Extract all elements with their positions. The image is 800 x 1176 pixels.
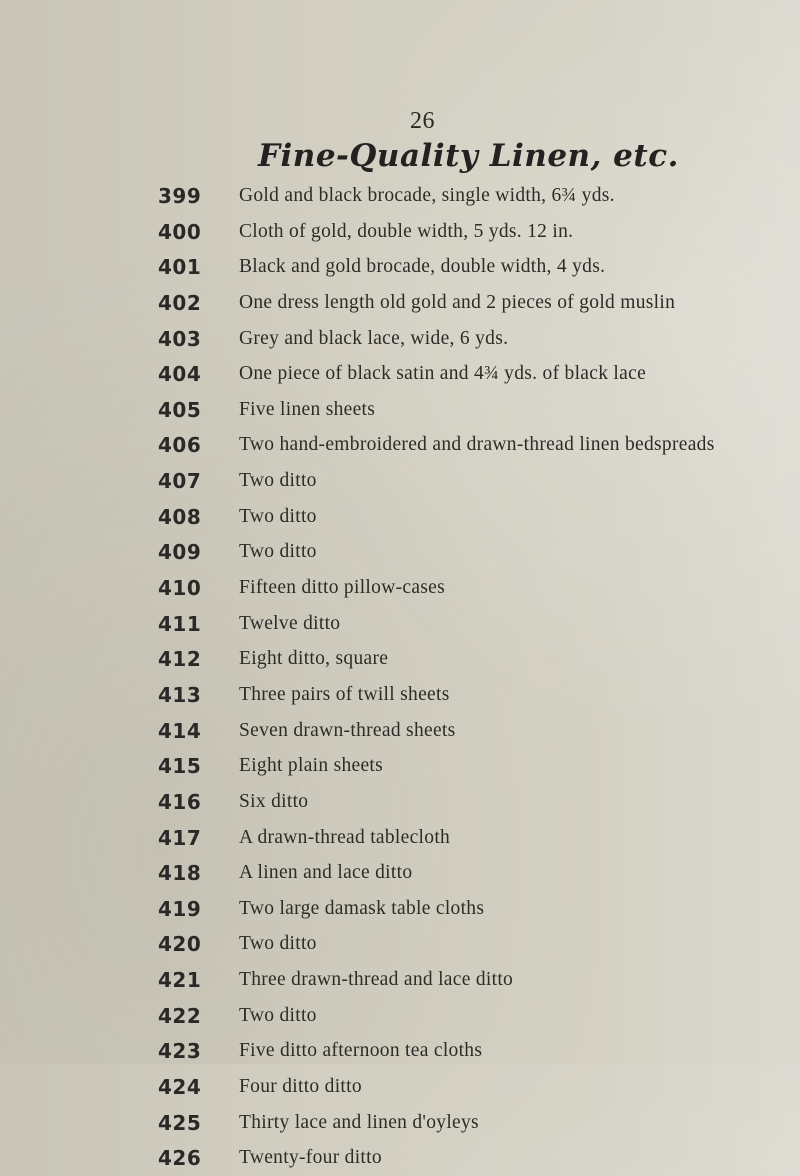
lot-row xyxy=(0,606,800,642)
lot-description: Twelve ditto xyxy=(239,612,341,634)
lot-row xyxy=(0,178,800,214)
lot-number: 413 xyxy=(158,682,202,707)
lot-number: 426 xyxy=(158,1146,202,1171)
lot-row xyxy=(0,570,800,606)
lot-row xyxy=(0,962,800,998)
lot-row xyxy=(0,321,800,357)
lot-number: 423 xyxy=(158,1039,202,1064)
lot-number: 414 xyxy=(158,718,202,743)
lot-number: 401 xyxy=(158,255,202,280)
lot-number: 422 xyxy=(158,1003,202,1028)
lot-number: 403 xyxy=(158,326,202,351)
lot-row xyxy=(0,926,800,962)
lot-number: 411 xyxy=(158,611,202,636)
lot-number: 420 xyxy=(158,932,202,957)
lot-number: 399 xyxy=(158,184,202,208)
lot-description: Two ditto xyxy=(239,470,317,492)
lot-number: 409 xyxy=(158,540,202,565)
lot-row xyxy=(0,392,800,428)
lot-row xyxy=(0,499,800,535)
lot-description: Seven drawn-thread sheets xyxy=(239,719,456,741)
lot-row xyxy=(0,356,800,392)
lot-description: Four ditto ditto xyxy=(239,1076,362,1098)
lot-number: 424 xyxy=(158,1075,202,1100)
lot-list xyxy=(0,178,800,1176)
lot-number: 415 xyxy=(158,754,202,779)
lot-number: 408 xyxy=(158,504,202,529)
lot-number: 425 xyxy=(158,1110,202,1135)
lot-row xyxy=(0,1105,800,1141)
lot-description: Two ditto xyxy=(239,933,317,955)
lot-description: Twenty-four ditto xyxy=(239,1147,382,1169)
lot-row xyxy=(0,677,800,713)
lot-description: A drawn-thread tablecloth xyxy=(239,826,451,848)
lot-row xyxy=(0,1140,800,1176)
lot-row xyxy=(0,820,800,856)
lot-row xyxy=(0,891,800,927)
lot-row xyxy=(0,855,800,891)
lot-row xyxy=(0,641,800,677)
lot-description: One piece of black satin and 4¾ yds. of black lace xyxy=(239,363,647,385)
lot-row xyxy=(0,214,800,250)
lot-description: Five linen sheets xyxy=(239,398,376,420)
lot-description: Gold and black brocade, single width, 6¾ yds. xyxy=(239,185,615,206)
page-number: 26 xyxy=(410,108,435,134)
lot-description: Eight plain sheets xyxy=(239,755,384,777)
lot-description: Thirty lace and linen d'oyleys xyxy=(239,1111,479,1133)
lot-row xyxy=(0,1069,800,1105)
lot-row xyxy=(0,249,800,285)
lot-number: 406 xyxy=(158,433,202,458)
lot-description: Three pairs of twill sheets xyxy=(239,683,450,705)
lot-number: 412 xyxy=(158,647,202,672)
lot-description: Five ditto afternoon tea cloths xyxy=(239,1040,483,1062)
lot-row xyxy=(0,427,800,463)
lot-description: Grey and black lace, wide, 6 yds. xyxy=(239,327,509,349)
lot-description: Cloth of gold, double width, 5 yds. 12 in. xyxy=(239,220,574,242)
lot-row xyxy=(0,998,800,1034)
lot-description: Two large damask table cloths xyxy=(239,897,485,919)
lot-row xyxy=(0,784,800,820)
lot-description: A linen and lace ditto xyxy=(239,862,413,884)
lot-row xyxy=(0,748,800,784)
lot-number: 400 xyxy=(158,219,202,244)
lot-number: 418 xyxy=(158,861,202,886)
lot-number: 417 xyxy=(158,825,202,850)
lot-number: 404 xyxy=(158,362,202,387)
lot-description: Two ditto xyxy=(239,505,317,527)
page-heading: Fine-Quality Linen, etc. xyxy=(258,138,679,174)
lot-number: 407 xyxy=(158,469,202,494)
lot-description: Black and gold brocade, double width, 4 yds. xyxy=(239,256,606,278)
lot-number: 402 xyxy=(158,290,202,315)
lot-row xyxy=(0,713,800,749)
lot-number: 419 xyxy=(158,896,202,921)
lot-description: Two hand-embroidered and drawn-thread linen bedspreads xyxy=(239,434,715,456)
lot-number: 421 xyxy=(158,968,202,993)
lot-row xyxy=(0,534,800,570)
lot-row xyxy=(0,285,800,321)
lot-number: 405 xyxy=(158,397,202,422)
lot-number: 410 xyxy=(158,576,202,601)
lot-description: Fifteen ditto pillow-cases xyxy=(239,577,446,599)
lot-description: Six ditto xyxy=(239,790,309,812)
lot-row xyxy=(0,463,800,499)
lot-description: Eight ditto, square xyxy=(239,648,389,670)
lot-description: Two ditto xyxy=(239,1004,317,1026)
lot-description: Two ditto xyxy=(239,541,317,563)
lot-number: 416 xyxy=(158,789,202,814)
lot-description: Three drawn-thread and lace ditto xyxy=(239,969,514,991)
lot-description: One dress length old gold and 2 pieces of gold muslin xyxy=(239,291,676,313)
